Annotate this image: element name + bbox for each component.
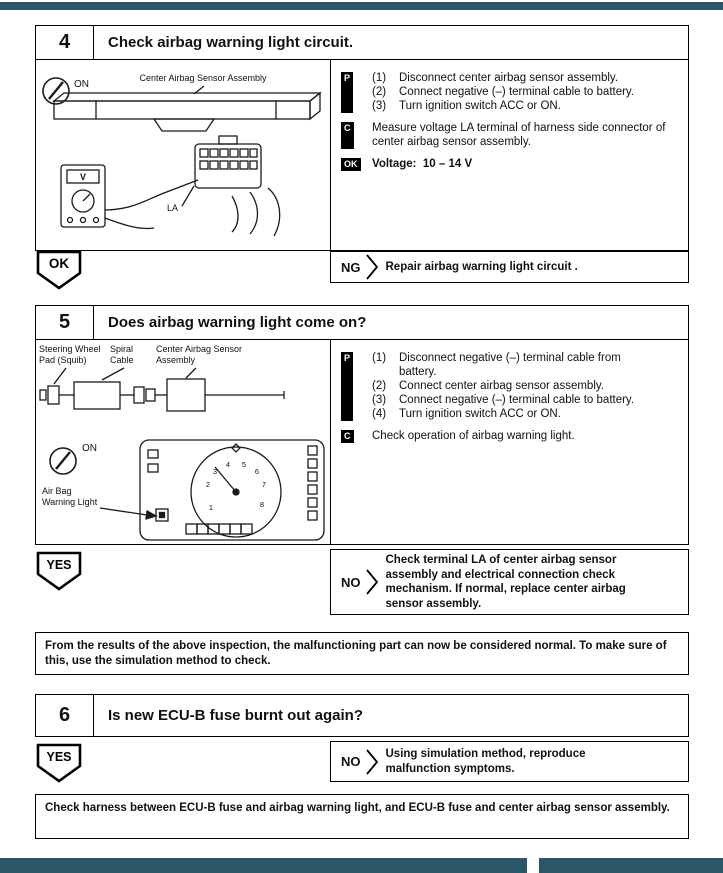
prepare-badge: P — [341, 352, 353, 421]
item-text: Connect center airbag sensor assembly. — [399, 380, 604, 392]
svg-text:8: 8 — [259, 500, 265, 509]
step4-ng-box — [330, 251, 689, 283]
flow-chevron-icon — [366, 254, 379, 280]
component-chain-drawing — [40, 379, 284, 411]
step5-title: Does airbag warning light come on? — [108, 314, 367, 331]
step4-title: Check airbag warning light circuit. — [108, 34, 354, 51]
list-item — [372, 71, 682, 85]
step4-number: 4 — [36, 26, 94, 59]
step5-diagram-art — [36, 340, 330, 543]
step4-box — [35, 25, 689, 251]
step5-instructions — [331, 340, 688, 544]
airbag-warning-light-label: Air Bag Warning Light — [42, 486, 98, 507]
step5-header — [36, 306, 688, 340]
item-text: Connect negative (–) terminal cable to battery. — [399, 86, 635, 98]
tachometer-numbers — [206, 460, 266, 512]
list-item — [372, 85, 682, 99]
voltmeter-v-label: V — [79, 172, 87, 182]
harness-connector-drawing — [195, 136, 261, 188]
footer-instruction-box: Check harness between ECU-B fuse and airbag warning light, and ECU-B fuse and center airbag sensor assembly. — [35, 794, 689, 839]
airbag-warning-lamp-icon — [156, 509, 168, 521]
step4-instructions — [331, 60, 688, 250]
instrument-cluster-drawing — [140, 440, 324, 540]
step5-diagram — [36, 340, 331, 544]
svg-text:3: 3 — [212, 467, 218, 476]
step6-header — [36, 695, 688, 736]
item-number: (1) — [372, 72, 387, 84]
note-box: From the results of the above inspection, the malfunctioning part can now be considered normal. To make sure of this, use the simulation method to check. — [35, 632, 689, 675]
step4-diagram — [36, 60, 331, 250]
step6-no-box — [330, 741, 689, 782]
step4-header — [36, 26, 688, 60]
item-number: (3) — [372, 394, 387, 406]
svg-text:6: 6 — [254, 467, 260, 476]
item-text: Connect negative (–) terminal cable to battery. — [399, 394, 635, 406]
probe-wire-2 — [105, 218, 154, 229]
la-terminal-label: LA — [167, 203, 179, 213]
step5-number: 5 — [36, 306, 94, 339]
sensor-assembly-drawing — [54, 93, 320, 131]
ignition-key-icon — [50, 448, 76, 474]
item-number: (2) — [372, 86, 387, 98]
step4-ok-text: Voltage: 10 – 14 V — [372, 158, 473, 170]
hand-sketch — [232, 188, 280, 236]
item-text: Disconnect center airbag sensor assembly. — [399, 72, 619, 84]
item-number: (4) — [372, 408, 387, 420]
item-text: Turn ignition switch ACC or ON. — [399, 100, 561, 112]
step4-ok-badge-label: OK — [48, 256, 70, 271]
ignition-on-label: ON — [82, 443, 97, 454]
item-text: Turn ignition switch ACC or ON. — [399, 408, 561, 420]
no-label: NO — [341, 574, 361, 590]
step4-check-text: Measure voltage LA terminal of harness side connector of center airbag sensor assembly. — [372, 122, 666, 148]
probe-wire — [105, 180, 198, 210]
svg-text:2: 2 — [205, 480, 211, 489]
list-item — [372, 407, 682, 421]
svg-text:1: 1 — [208, 503, 214, 512]
check-badge: C — [341, 430, 354, 443]
assembly-label: Center Airbag Sensor Assembly — [139, 73, 267, 83]
svg-text:7: 7 — [261, 480, 267, 489]
svg-text:5: 5 — [241, 460, 247, 469]
page-bottom-rule-left — [0, 858, 527, 873]
ng-label: NG — [341, 259, 361, 275]
step5-yes-badge-label: YES — [46, 558, 72, 572]
center-assembly-label: Center Airbag Sensor Assembly — [156, 344, 243, 365]
spiral-cable-label: Spiral Cable — [110, 344, 134, 365]
list-item — [372, 351, 682, 379]
flow-chevron-icon — [366, 749, 379, 775]
squib-label: Steering Wheel Pad (Squib) — [39, 344, 101, 365]
ok-badge: OK — [341, 158, 361, 171]
step6-box — [35, 694, 689, 737]
no-label: NO — [341, 754, 361, 769]
item-number: (3) — [372, 100, 387, 112]
svg-text:4: 4 — [225, 460, 231, 469]
step5-box — [35, 305, 689, 545]
step6-no-text: Using simulation method, reproduce malfunction symptoms. — [385, 748, 586, 775]
step6-title: Is new ECU-B fuse burnt out again? — [108, 707, 364, 724]
prepare-badge: P — [341, 72, 353, 113]
check-badge: C — [341, 122, 354, 149]
step6-number: 6 — [36, 695, 94, 736]
step5-prepare-items — [372, 351, 682, 421]
flow-chevron-icon — [366, 569, 379, 595]
step5-check-text: Check operation of airbag warning light. — [372, 430, 575, 442]
item-number: (1) — [372, 352, 387, 364]
step5-yes-badge — [36, 551, 82, 591]
step4-ok-badge — [36, 250, 82, 290]
ignition-on-label: ON — [74, 79, 89, 90]
step4-ng-text: Repair airbag warning light circuit . — [385, 260, 578, 273]
step5-no-box — [330, 549, 689, 615]
step5-no-text: Check terminal LA of center airbag sensor assembly and electrical connection check mechanism. If normal, replace center airbag sensor assembly. — [385, 554, 626, 610]
item-number: (2) — [372, 380, 387, 392]
page-bottom-rule-right — [539, 858, 723, 873]
step6-yes-badge — [36, 743, 82, 783]
step6-yes-badge-label: YES — [46, 750, 72, 764]
item-text: Disconnect negative (–) terminal cable from battery. — [399, 352, 621, 378]
list-item — [372, 379, 682, 393]
page-top-rule — [0, 2, 723, 10]
list-item — [372, 99, 682, 113]
step4-prepare-items — [372, 71, 682, 113]
list-item — [372, 393, 682, 407]
